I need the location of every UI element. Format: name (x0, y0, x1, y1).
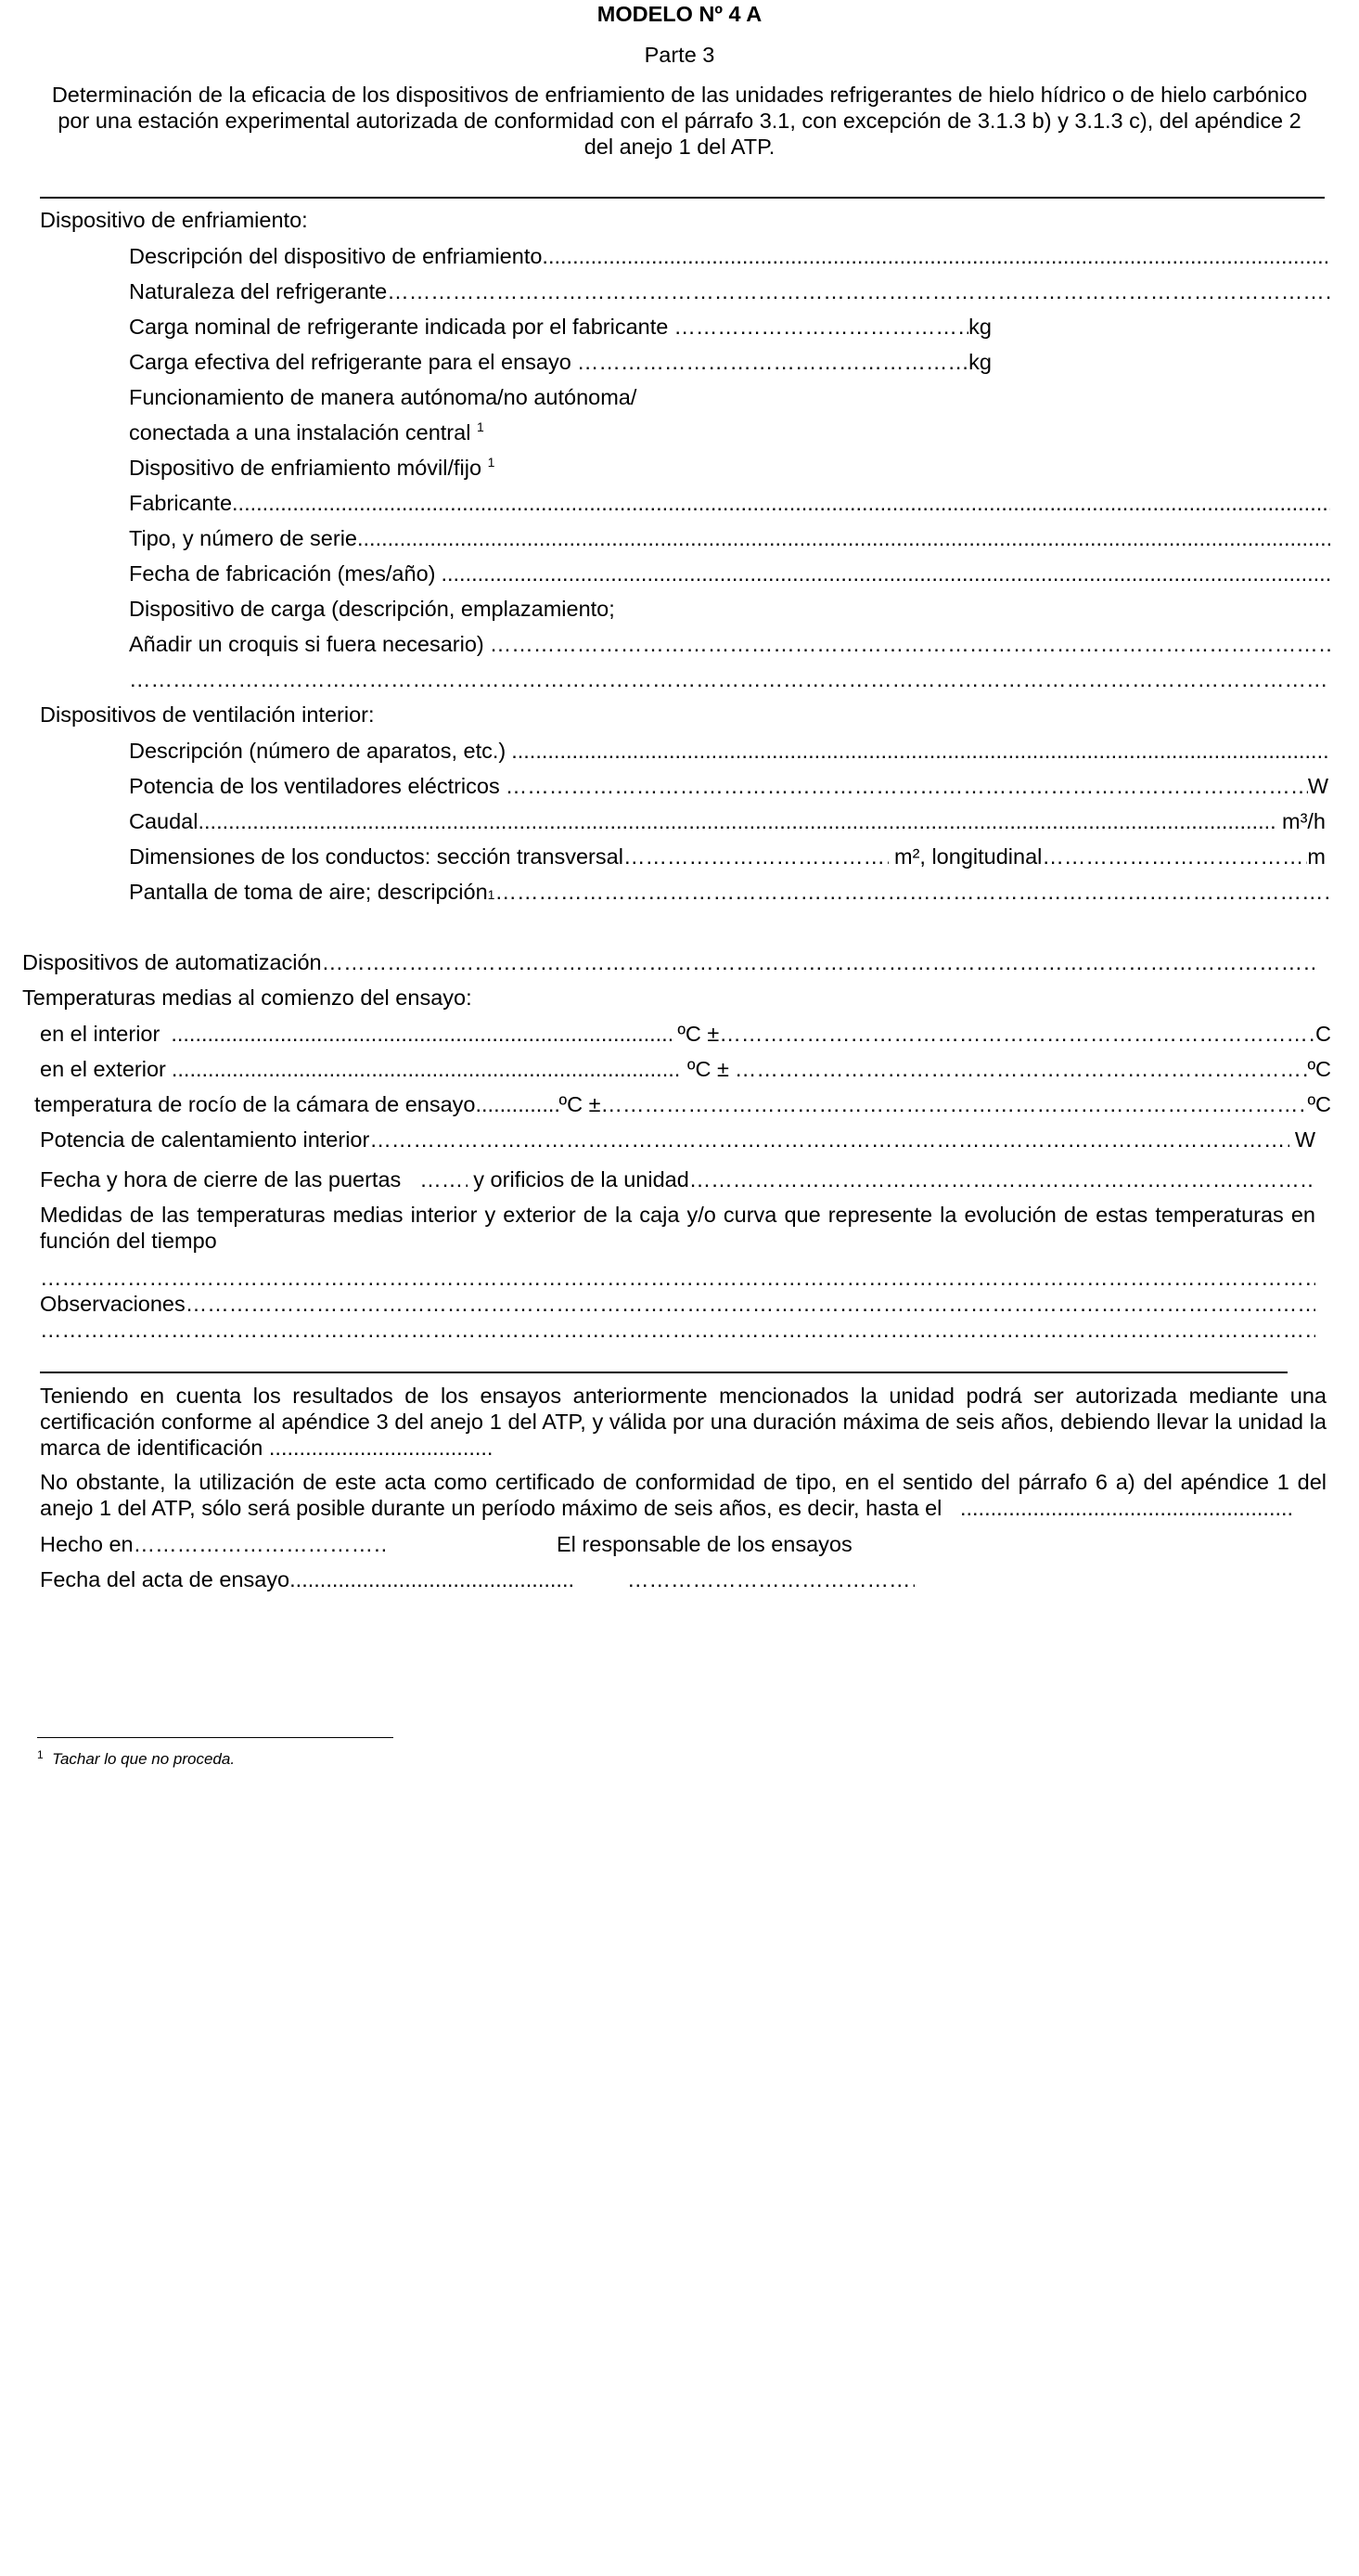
manufacture-date-field[interactable] (129, 560, 1330, 586)
form-title: MODELO Nº 4 A (596, 2, 763, 26)
automation-field[interactable] (22, 949, 1316, 975)
mobile-fixed-label: Dispositivo de enfriamiento móvil/fijo (129, 456, 482, 480)
observations-field[interactable] (40, 1291, 1315, 1317)
done-at-field[interactable] (40, 1531, 387, 1557)
automation-label: Dispositivos de automatización (22, 950, 322, 974)
temps-heading: Temperaturas medias al comienzo del ensayo: (22, 985, 472, 1010)
sketch-field[interactable] (129, 631, 1330, 657)
deg-pm: ºC ± (558, 1092, 601, 1116)
type-serial-field[interactable] (129, 525, 1330, 551)
temp-interior-field[interactable] (40, 1021, 1331, 1047)
footnote (37, 1750, 235, 1769)
temp-interior-label: en el interior (40, 1022, 160, 1046)
mobile-fixed-field[interactable] (129, 455, 494, 481)
closing-para2-text: No obstante, la utilización de este acta como certificado de conformidad de tipo, en el sentido del párrafo 6 a) del apéndice 1 del anejo 1 del ATP, sólo será posible durante un período máximo de seis años, es decir, hasta el (40, 1470, 1327, 1520)
heating-power-label: Potencia de calentamiento interior (40, 1127, 370, 1152)
observations-label: Observaciones (40, 1292, 186, 1316)
refrigerant-nature-label: Naturaleza del refrigerante (129, 279, 388, 303)
unit-degc: ºC (1307, 1092, 1331, 1116)
cooling-description-label: Descripción del dispositivo de enfriamiento (129, 244, 543, 268)
ventilation-heading: Dispositivos de ventilación interior: (40, 702, 375, 727)
cooling-heading: Dispositivo de enfriamiento: (40, 208, 308, 232)
unit-w: W (1294, 1127, 1315, 1152)
operation-label-line1: Funcionamiento de manera autónoma/no autónoma/ (129, 385, 637, 409)
observations-continuation-field[interactable] (40, 1317, 1315, 1343)
closing-para1-text: Teniendo en cuenta los resultados de los ensayos anteriormente mencionados la unidad podrá ser autorizada mediante una certificación conforme al apéndice 3 del anejo 1 del ATP, y válida por una duración máxima de seis años, debiendo llevar la unidad la marca de identificación (40, 1384, 1327, 1460)
unit-kg: kg (968, 350, 992, 374)
report-date-label: Fecha del acta de ensayo (40, 1567, 290, 1591)
measures-field[interactable] (40, 1265, 1315, 1291)
signature-field[interactable] (627, 1566, 915, 1592)
ventilation-description-label: Descripción (número de aparatos, etc.) (129, 739, 506, 763)
operation-option-field[interactable] (129, 419, 484, 445)
unit-m3h: m³/h (1282, 809, 1326, 833)
operation-label-line2: conectada a una instalación central (129, 420, 471, 444)
sketch-continuation-field[interactable] (129, 666, 1330, 692)
ducts-longitudinal-label: m², longitudinal (894, 844, 1043, 869)
dew-point-field[interactable] (34, 1091, 1331, 1117)
door-time-field[interactable] (40, 1166, 1315, 1192)
ducts-label: Dimensiones de los conductos: sección transversal (129, 844, 623, 869)
valid-until-field[interactable]: ....................................................... (959, 1496, 1294, 1520)
closing-paragraph-1 (40, 1383, 1327, 1461)
effective-charge-label: Carga efectiva del refrigerante para el ensayo (129, 350, 571, 374)
manufacture-date-label: Fecha de fabricación (mes/año) (129, 561, 436, 586)
nominal-charge-field[interactable] (129, 314, 992, 340)
air-screen-label: Pantalla de toma de aire; descripción (129, 880, 488, 904)
unit-degc: ºC (1307, 1057, 1331, 1081)
deg-pm: ºC ± (686, 1057, 729, 1081)
report-date-field[interactable] (40, 1566, 573, 1592)
charging-device-label: Dispositivo de carga (descripción, emplazamiento; (129, 597, 615, 621)
manufacturer-field[interactable] (129, 490, 1330, 516)
air-screen-field[interactable]: Pantalla de toma de aire; descripción 1 …………………………………………………………………………………………………………………………………………………………………………………………………………………………………………………………………………………………………………………………………………………… (129, 879, 1330, 905)
deg-pm: ºC ± (677, 1022, 720, 1046)
unit-kg: kg (968, 315, 992, 339)
nominal-charge-label: Carga nominal de refrigerante indicada por el fabricante (129, 315, 669, 339)
door-time-label: Fecha y hora de cierre de las puertas (40, 1167, 402, 1191)
footnote-ref: 1 (476, 419, 484, 434)
unit-c: C (1315, 1022, 1331, 1046)
cooling-description-field[interactable] (129, 243, 1330, 269)
temp-exterior-field[interactable] (40, 1056, 1331, 1082)
unit-w: W (1307, 774, 1328, 798)
temp-exterior-label: en el exterior (40, 1057, 166, 1081)
unit-m: m (1307, 844, 1326, 869)
measures-label: Medidas de las temperaturas medias interior y exterior de la caja y/o curva que represente la evolución de estas temperaturas en función del tiempo (40, 1203, 1315, 1253)
done-at-label: Hecho en (40, 1532, 134, 1556)
footnote-ref: 1 (487, 455, 495, 470)
orifices-label: y orificios de la unidad (473, 1167, 689, 1191)
type-serial-label: Tipo, y número de serie (129, 526, 357, 550)
fan-power-field[interactable] (129, 773, 1328, 799)
sketch-label: Añadir un croquis si fuera necesario) (129, 632, 484, 656)
footnote-mark: 1 (37, 1748, 44, 1761)
heating-power-field[interactable] (40, 1127, 1315, 1153)
bottom-divider (40, 1372, 1288, 1373)
manufacturer-label: Fabricante (129, 491, 233, 515)
form-description: Determinación de la eficacia de los dispositivos de enfriamiento de las unidades refrigerantes de hielo hídrico o de hielo carbónico por una estación experimental autorizada de conformidad con el párrafo 3.1, con excepción de 3.1.3 b) y 3.1.3 c), del apéndice 2 del anejo 1 del ATP. (51, 83, 1308, 159)
top-divider (40, 197, 1325, 199)
fan-power-label: Potencia de los ventiladores eléctricos (129, 774, 500, 798)
identification-mark-field[interactable]: ..................................... (268, 1436, 494, 1460)
flow-field[interactable] (129, 808, 1326, 834)
ventilation-description-field[interactable] (129, 738, 1330, 764)
responsible-label: El responsable de los ensayos (557, 1532, 853, 1556)
effective-charge-field[interactable] (129, 349, 992, 375)
form-part: Parte 3 (644, 43, 715, 67)
footnote-divider (37, 1737, 393, 1738)
closing-paragraph-2 (40, 1469, 1327, 1521)
flow-label: Caudal (129, 809, 199, 833)
dew-point-label: temperatura de rocío de la cámara de ensayo (34, 1092, 476, 1116)
footnote-text: Tachar lo que no proceda. (52, 1750, 236, 1768)
refrigerant-nature-field[interactable] (129, 278, 1330, 304)
ducts-field[interactable] (129, 844, 1326, 869)
